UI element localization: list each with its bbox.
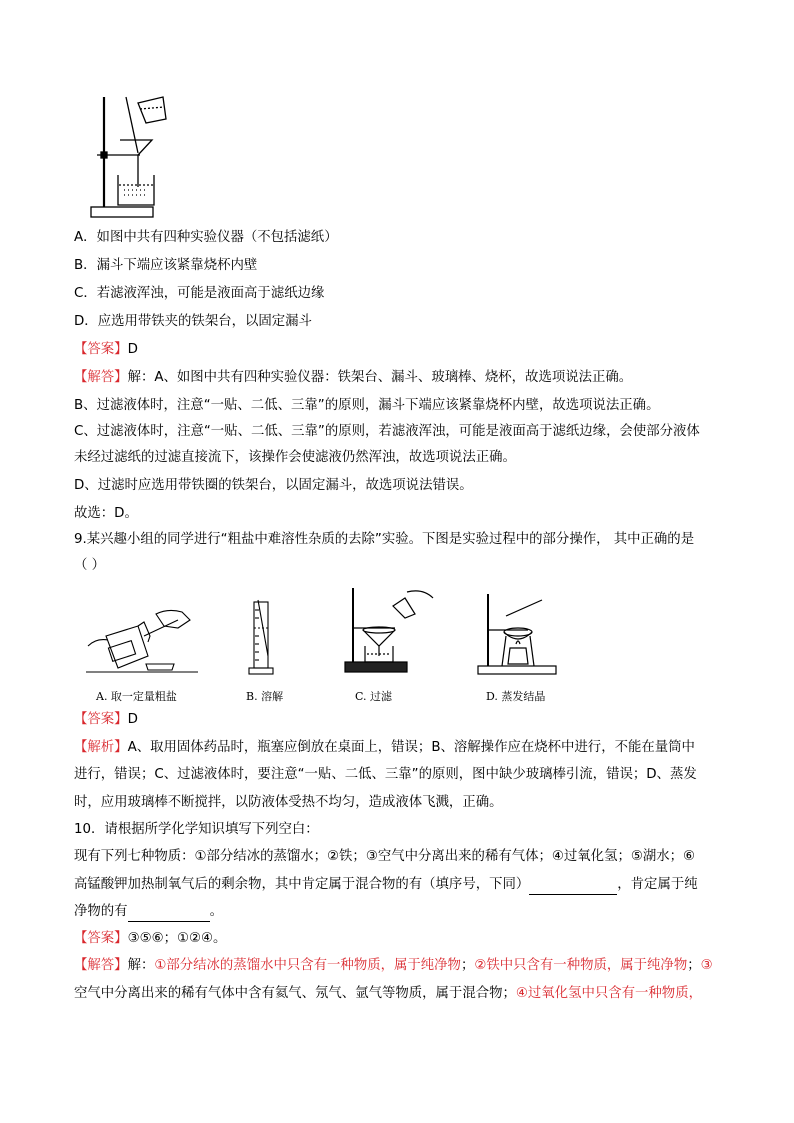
answer-value: D	[127, 342, 138, 357]
q10-line: 现有下列七种物质：①部分结冰的蒸馏水；②铁；③空气中分离出来的稀有气体；④过氧化氢；⑤湖水；⑥	[74, 849, 696, 864]
figure-d-evaporate	[476, 592, 558, 678]
figure-c-filter	[343, 586, 435, 676]
q8-option-c: C．若滤液浑浊，可能是液面高于滤纸边缘	[74, 286, 325, 301]
q9-stem: 9.某兴趣小组的同学进行“粗盐中难溶性杂质的去除”实验。下图是实验过程中的部分操作， 其中正确的是	[74, 532, 695, 547]
analysis-tag: 【解答】	[74, 370, 128, 385]
q10-answer-line	[74, 930, 226, 948]
analysis-tag: 【解答】	[74, 958, 128, 973]
q10-line	[74, 876, 698, 895]
analysis-text: 解：	[127, 958, 155, 973]
figure-a-take-salt	[86, 606, 198, 680]
q8-analysis-line: B、过滤液体时，注意“一贴、二低、三靠”的原则，漏斗下端应该紧靠烧杯内壁，故选项说法正确。	[74, 398, 660, 413]
q8-analysis-line: D、过滤时应选用带铁圈的铁架台，以固定漏斗，故选项说法错误。	[74, 478, 473, 493]
analysis-tag: 【解析】	[74, 740, 128, 755]
filtration-apparatus-figure	[88, 95, 170, 221]
q9-answer-line	[74, 711, 138, 729]
q10-analysis-line	[74, 985, 702, 1003]
analysis-text: ①部分结冰的蒸馏水中只含有一种物质，属于纯净物	[154, 958, 461, 973]
pure-substance-blank[interactable]	[128, 903, 210, 922]
figure-b-dissolve	[246, 598, 280, 678]
q8-analysis-line: C、过滤液体时，注意“一贴、二低、三靠”的原则，若滤液浑浊，可能是液面高于滤纸边缘，会使部分液体	[74, 424, 700, 439]
q10-text: 净物的有	[74, 904, 128, 919]
q9-analysis-line: 进行，错误；C、过滤液体时，要注意“一贴、二低、三靠”的原则，图中缺少玻璃棒引流，错误；D、蒸发	[74, 767, 697, 782]
q8-option-a: A．如图中共有四种实验仪器（不包括滤纸）	[74, 230, 338, 245]
q8-conclusion: 故选：D。	[74, 506, 138, 521]
q8-option-b: B．漏斗下端应该紧靠烧杯内壁	[74, 258, 258, 273]
analysis-text: 解：A、如图中共有四种实验仪器：铁架台、漏斗、玻璃棒、烧杯，故选项说法正确。	[127, 370, 633, 385]
q10-text: 高锰酸钾加热制氧气后的剩余物，其中肯定属于混合物的有（填序号，下同）	[74, 877, 530, 892]
answer-tag: 【答案】	[74, 712, 128, 727]
q8-analysis-line: 未经过滤纸的过滤直接流下，该操作会使滤液仍然浑浊，故选项说法正确。	[74, 450, 516, 465]
analysis-text: ③	[700, 958, 713, 973]
analysis-text: ；	[687, 958, 701, 973]
q10-stem: 10．请根据所学化学知识填写下列空白：	[74, 822, 319, 837]
answer-value: ③⑤⑥；①②④。	[127, 931, 227, 946]
q8-option-d: D．应选用带铁夹的铁架台，以固定漏斗	[74, 314, 312, 329]
figure-a-caption: A. 取一定量粗盐	[96, 690, 177, 703]
figure-d-caption: D. 蒸发结晶	[486, 690, 546, 703]
q10-line	[74, 903, 223, 922]
mixture-blank[interactable]	[529, 876, 617, 895]
analysis-text: ②铁中只含有一种物质，属于纯净物	[474, 958, 688, 973]
q10-text: ，肯定属于纯	[617, 877, 698, 892]
q10-analysis-line	[74, 957, 713, 975]
q8-analysis-line	[74, 369, 632, 387]
q8-answer-line	[74, 341, 138, 359]
analysis-text: A、取用固体药品时，瓶塞应倒放在桌面上，错误；B、溶解操作应在烧杯中进行，不能在量筒中	[127, 740, 695, 755]
q10-text: 。	[209, 904, 223, 919]
analysis-text: ；	[460, 958, 475, 973]
answer-tag: 【答案】	[74, 342, 128, 357]
analysis-text: ④过氧化氢中只含有一种物质，	[515, 986, 702, 1001]
q9-analysis-line: 时，应用玻璃棒不断搅拌，以防液体受热不均匀，造成液体飞溅，正确。	[74, 795, 503, 810]
figure-c-caption: C. 过滤	[355, 690, 393, 703]
answer-tag: 【答案】	[74, 931, 128, 946]
figure-b-caption: B. 溶解	[246, 690, 284, 703]
analysis-text: 空气中分离出来的稀有气体中含有氦气、氖气、氩气等物质，属于混合物；	[74, 986, 516, 1001]
q9-stem-paren: （ ）	[74, 558, 106, 573]
answer-value: D	[127, 712, 138, 727]
q9-analysis-line	[74, 739, 695, 757]
